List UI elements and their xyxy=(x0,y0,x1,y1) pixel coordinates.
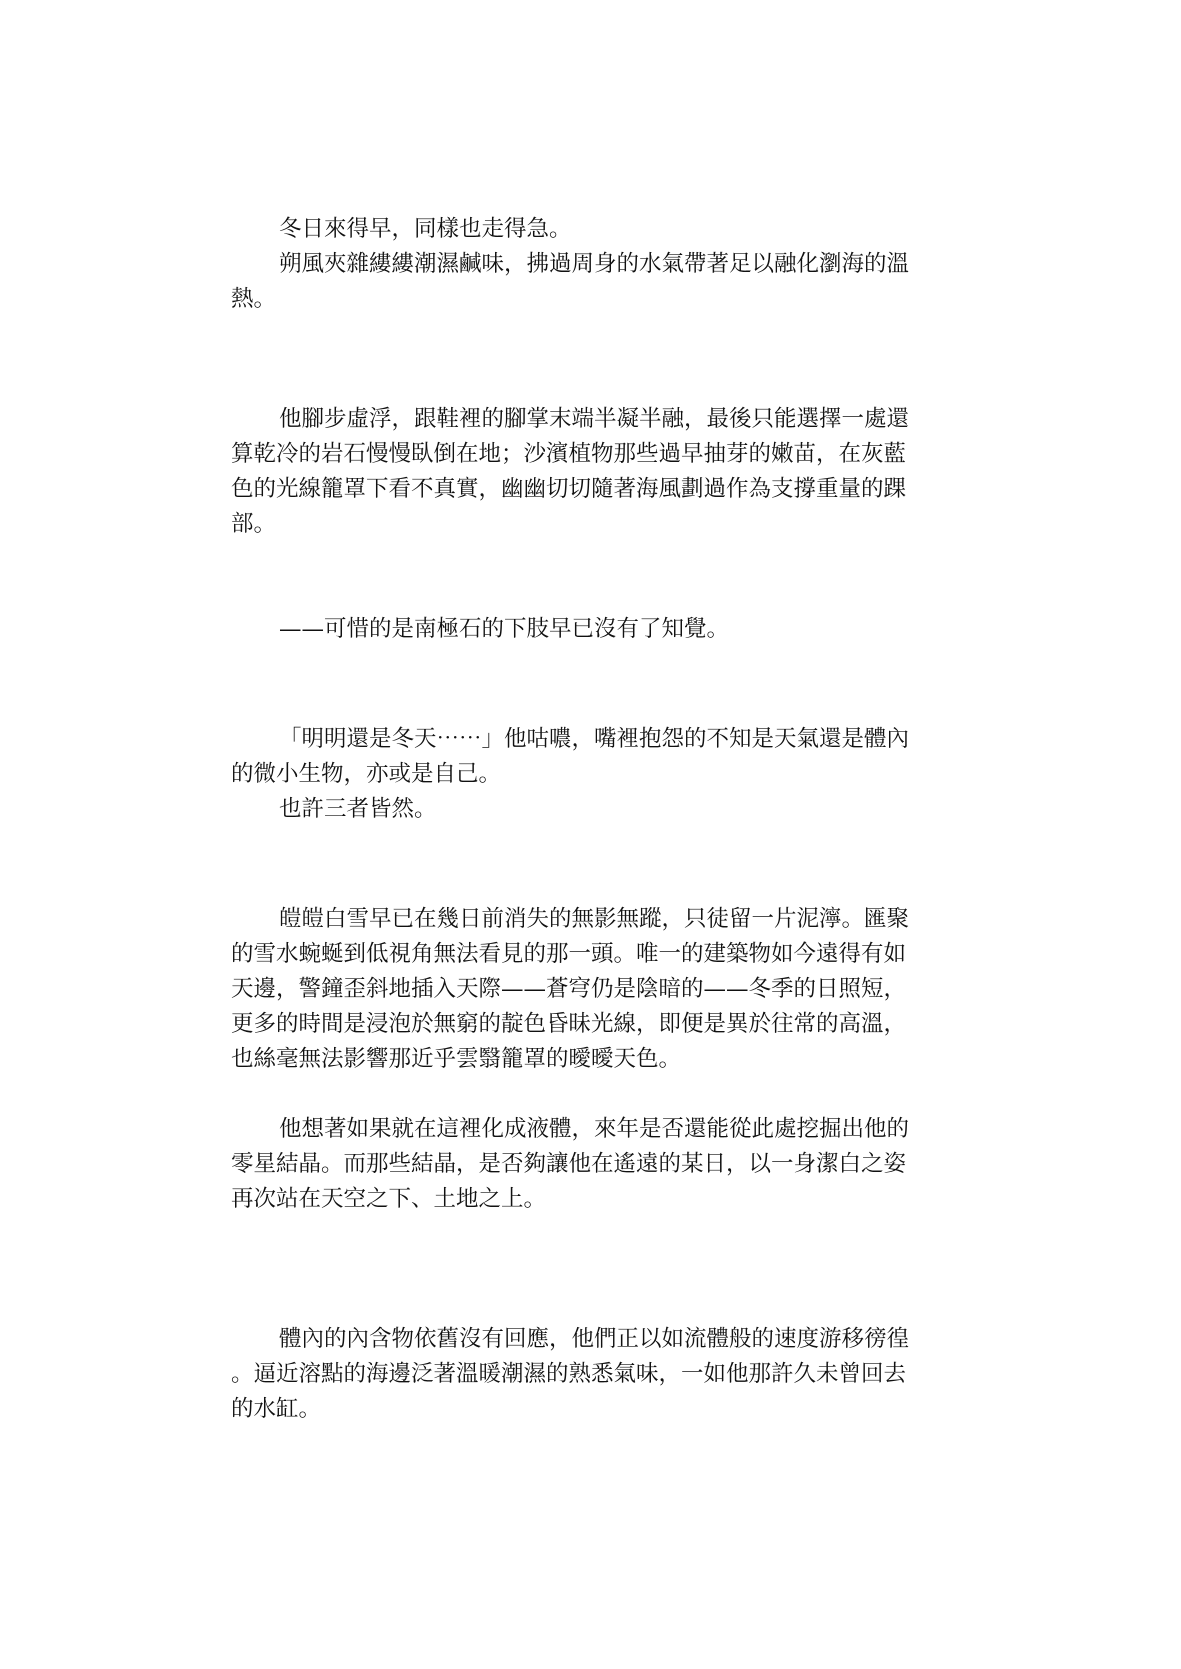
text-line: 熱。 xyxy=(231,286,277,312)
text-line: 也絲毫無法影響那近乎雲翳籠罩的曖曖天色。 xyxy=(231,1046,682,1072)
text-line: 他腳步虛浮，跟鞋裡的腳掌末端半凝半融，最後只能選擇一處還 xyxy=(279,406,910,432)
text-line: 更多的時間是浸泡於無窮的靛色昏昧光線，即便是異於往常的高溫， xyxy=(231,1011,907,1037)
text-line: 冬日來得早，同樣也走得急。 xyxy=(279,216,572,242)
text-line: 的水缸。 xyxy=(231,1396,322,1422)
text-line: 也許三者皆然。 xyxy=(279,796,437,822)
text-line: 的雪水蜿蜒到低視角無法看見的那一頭。唯一的建築物如今遠得有如 xyxy=(231,941,907,967)
text-line: 「明明還是冬天⋯⋯」他咕噥，嘴裡抱怨的不知是天氣還是體內 xyxy=(279,726,910,752)
text-line: 的微小生物，亦或是自己。 xyxy=(231,761,502,787)
text-line: 體內的內含物依舊沒有回應，他們正以如流體般的速度游移徬徨 xyxy=(279,1326,910,1352)
text-line: 他想著如果就在這裡化成液體，來年是否還能從此處挖掘出他的 xyxy=(279,1116,910,1142)
text-line: 皚皚白雪早已在幾日前消失的無影無蹤，只徒留一片泥濘。匯聚 xyxy=(279,906,910,932)
text-line: 再次站在天空之下、土地之上。 xyxy=(231,1186,547,1212)
text-line: 天邊，警鐘歪斜地插入天際——蒼穹仍是陰暗的——冬季的日照短， xyxy=(231,976,907,1002)
text-line: 。逼近溶點的海邊泛著溫暖潮濕的熟悉氣味，一如他那許久未曾回去 xyxy=(231,1361,907,1387)
text-line: 部。 xyxy=(231,511,277,537)
text-line: 算乾冷的岩石慢慢臥倒在地；沙濱植物那些過早抽芽的嫩苗，在灰藍 xyxy=(231,441,907,467)
text-line: 色的光線籠罩下看不真實，幽幽切切隨著海風劃過作為支撐重量的踝 xyxy=(231,476,907,502)
text-line: ——可惜的是南極石的下肢早已沒有了知覺。 xyxy=(279,616,730,642)
text-line: 朔風夾雜縷縷潮濕鹹味，拂過周身的水氣帶著足以融化瀏海的溫 xyxy=(279,251,910,277)
text-line: 零星結晶。而那些結晶，是否夠讓他在遙遠的某日，以一身潔白之姿 xyxy=(231,1151,907,1177)
